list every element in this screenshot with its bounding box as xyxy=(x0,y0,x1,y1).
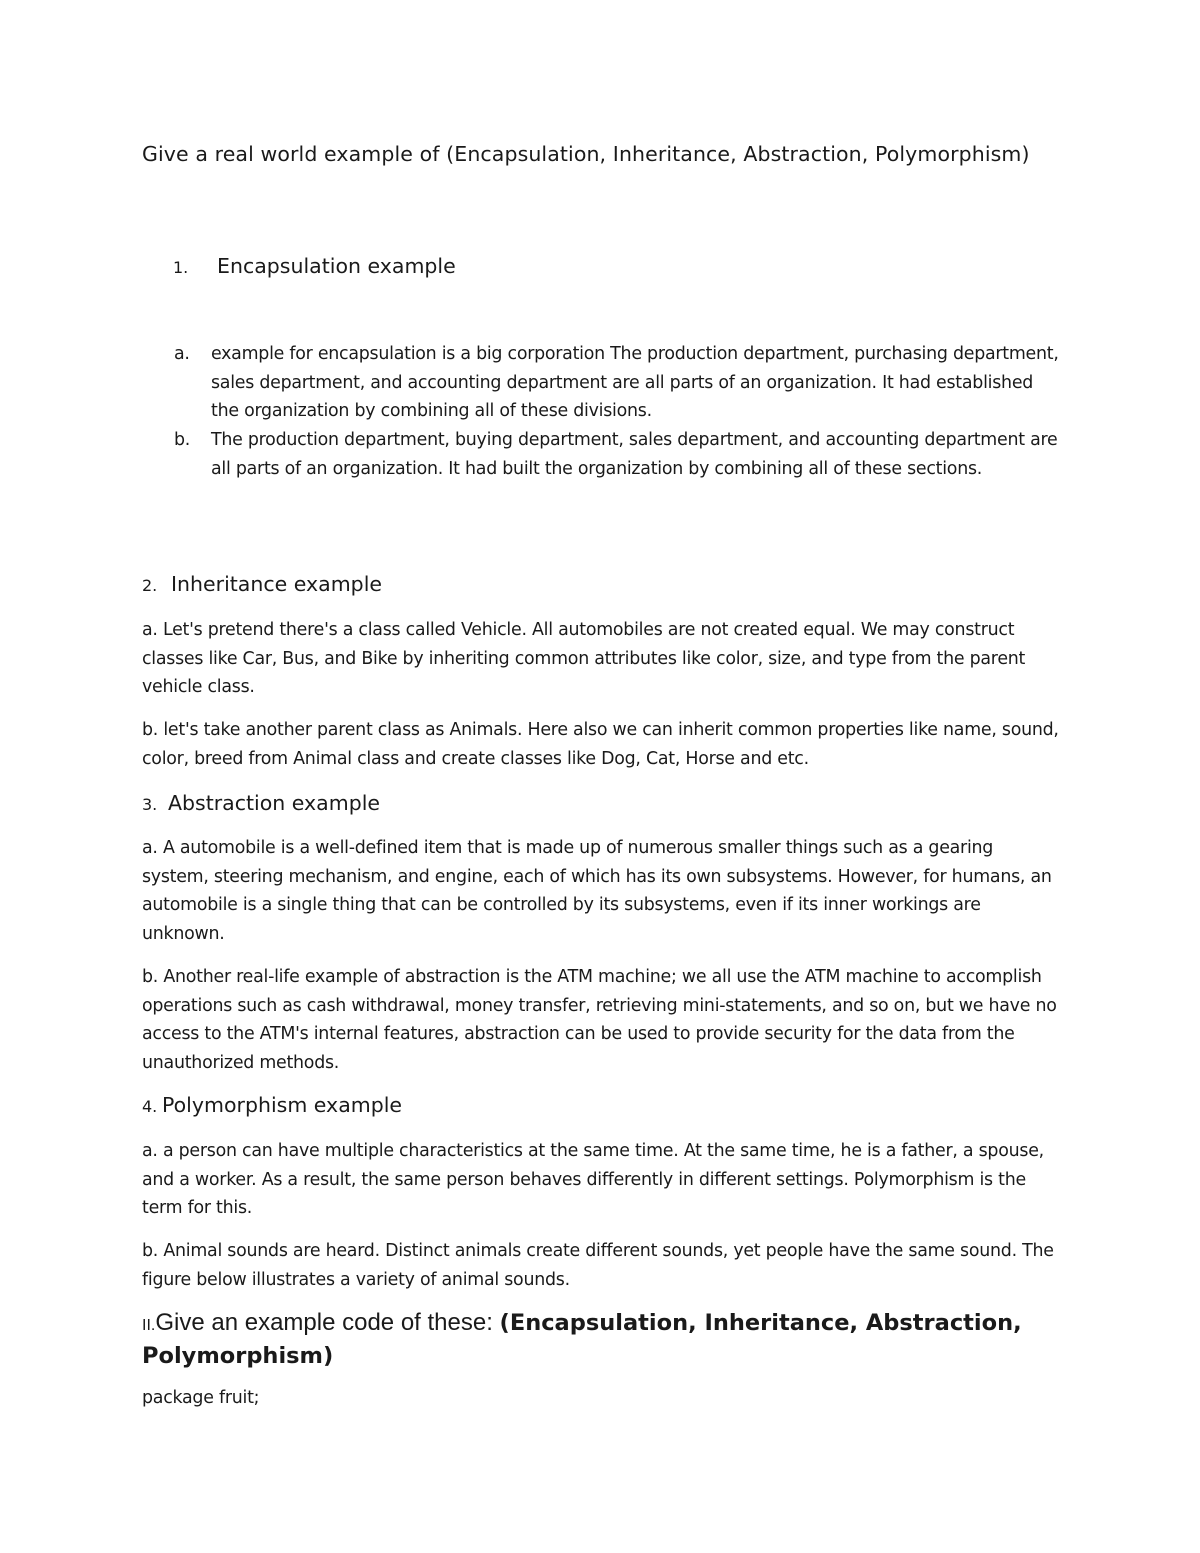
paragraph: b. Another real-life example of abstraction is the ATM machine; we all use the ATM machine to accomplish operations such as cash withdrawal, money transfer, retrieving mini-statements, and so on, but we have no access to the ATM's internal features, abstraction can be used to provide security for the data from the unauthorized methods. xyxy=(142,967,1057,1073)
section-heading-text: Abstraction example xyxy=(168,791,381,815)
section-number: 4. xyxy=(142,1097,158,1116)
section-number: 3. xyxy=(142,795,158,814)
section-heading-text: Inheritance example xyxy=(171,572,382,596)
list-item-label: b. xyxy=(174,430,191,450)
list-item-text: The production department, buying department, sales department, and accounting department are all parts of an organization. It had built the organization by combining all of these sections. xyxy=(211,430,1058,479)
list-item-text: example for encapsulation is a big corporation The production department, purchasing department, sales department, and accounting department are all parts of an organization. It had established the organization by combining all of these divisions. xyxy=(211,344,1059,421)
paragraph: a. Let's pretend there's a class called Vehicle. All automobiles are not created equal. We may construct classes like Car, Bus, and Bike by inheriting common attributes like color, size, and type from the parent vehicle class. xyxy=(142,620,1026,697)
part-two-prefix: Give an example code of these: xyxy=(155,1309,500,1336)
paragraph: b. Animal sounds are heard. Distinct animals create different sounds, yet people have the same sound. The figure below illustrates a variety of animal sounds. xyxy=(142,1241,1054,1290)
list-item xyxy=(174,340,1061,426)
section-heading-encapsulation xyxy=(173,252,456,282)
section-number: 1. xyxy=(173,258,189,277)
code-line: package fruit; xyxy=(142,1388,260,1408)
list-item-label: a. xyxy=(174,344,190,364)
section-heading-abstraction xyxy=(142,789,380,819)
part-two-topics: (Encapsulation, Inheritance, Abstraction, Polymorphism) xyxy=(142,1310,1022,1369)
paragraph: a. A automobile is a well-defined item that is made up of numerous smaller things such as a gearing system, steering mechanism, and engine, each of which has its own subsystems. However, for humans, an automobile is a single thing that can be controlled by its subsystems, even if its inner workings are unknown. xyxy=(142,838,1052,944)
part-two-heading xyxy=(142,1308,1042,1371)
section-heading-text: Polymorphism example xyxy=(162,1093,403,1117)
page-title: Give a real world example of (Encapsulation, Inheritance, Abstraction, Polymorphism) xyxy=(142,142,1030,166)
section-heading-text: Encapsulation example xyxy=(217,254,456,278)
section-heading-polymorphism xyxy=(142,1091,402,1121)
paragraph: a. a person can have multiple characteristics at the same time. At the same time, he is a father, a spouse, and a worker. As a result, the same person behaves differently in different settings. Polymorphism is the term for this. xyxy=(142,1141,1044,1218)
part-two-number: II. xyxy=(142,1317,156,1334)
section-heading-inheritance xyxy=(142,570,382,600)
section-number: 2. xyxy=(142,576,158,595)
paragraph: b. let's take another parent class as Animals. Here also we can inherit common properties like name, sound, color, breed from Animal class and create classes like Dog, Cat, Horse and etc. xyxy=(142,720,1059,769)
list-item xyxy=(174,426,1061,483)
